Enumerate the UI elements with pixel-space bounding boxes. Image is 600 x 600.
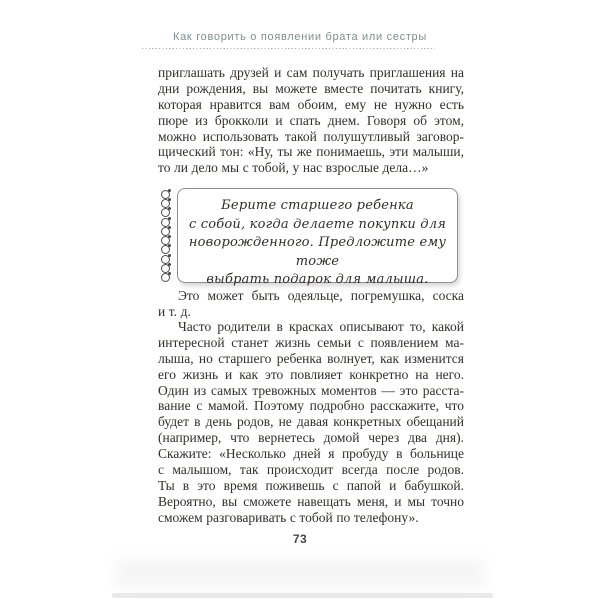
book-bottom-edge — [112, 593, 493, 598]
text-line: дни рождения, вы можете вместе почитать книгу, — [158, 80, 464, 96]
text-line: интересной станет жизнь семьи с появлением ма- — [158, 334, 464, 350]
text-line: с малышом, так происходит всегда после родов. — [158, 462, 464, 478]
text-line: Это может быть одеяльце, погремушка, соска — [178, 288, 464, 303]
dotted-divider — [142, 48, 435, 50]
text-line: Скажите: «Несколько дней я пробуду в больнице — [158, 446, 464, 462]
text-line: Часто родители в красках описывают то, какой — [178, 319, 464, 334]
note-callout — [177, 188, 458, 288]
text-line: Вероятно, вы сможете навещать меня, и мы точно — [158, 493, 464, 509]
spiral-coil — [161, 273, 170, 282]
text-line: и т. д. — [158, 303, 191, 319]
text-line: то ли дело мы с тобой, у нас взрослые дела…» — [158, 160, 429, 176]
text-line: можно использовать такой полушутливый заговор- — [158, 128, 464, 144]
paragraph-2 — [158, 288, 464, 320]
note-line: новорожденного. Предложите ему тоже — [188, 235, 447, 269]
text-line: (например, что вернетесь домой через два дня). — [158, 430, 464, 446]
text-line: Один из самых тревожных моментов — это расста- — [158, 382, 464, 398]
text-line: Ты в это время поживешь с папой и бабушкой. — [158, 477, 464, 493]
note-line: выбрать подарок для малыша. — [206, 272, 429, 288]
note-line: Берите старшего ребенка — [221, 198, 414, 213]
text-line: его жизнь и как это повлияет конкретно на него. — [158, 366, 464, 382]
paragraph-1 — [158, 65, 464, 176]
text-line: щический тон: «Ну, ты же понимаешь, эти малыши, — [158, 144, 464, 160]
paragraph-3 — [158, 319, 464, 526]
note-text — [186, 197, 449, 290]
note-line: с собой, когда делаете покупки для — [188, 216, 447, 232]
text-line: вание с мамой. Поэтому подробно расскажите, что — [158, 398, 464, 414]
page-number: 73 — [292, 532, 308, 546]
text-line: приглашать друзей и сам получать приглашения на — [158, 65, 464, 80]
text-line: будет в день родов, не давая конкретных обещаний — [158, 414, 464, 430]
text-line: которая нравится вам обоим, ему не нужно есть — [158, 96, 464, 112]
text-line: лыша, но старшего ребенка волнует, как изменится — [158, 350, 464, 366]
text-line: пюре из брокколи и спать днем. Говоря об этом, — [158, 112, 464, 128]
spiral-coil — [161, 245, 170, 254]
book-bottom-edge-shadow — [115, 560, 485, 588]
chapter-header: Как говорить о появлении брата или сестры — [173, 31, 427, 43]
text-line: сможем разговаривать с тобой по телефону». — [158, 509, 419, 525]
